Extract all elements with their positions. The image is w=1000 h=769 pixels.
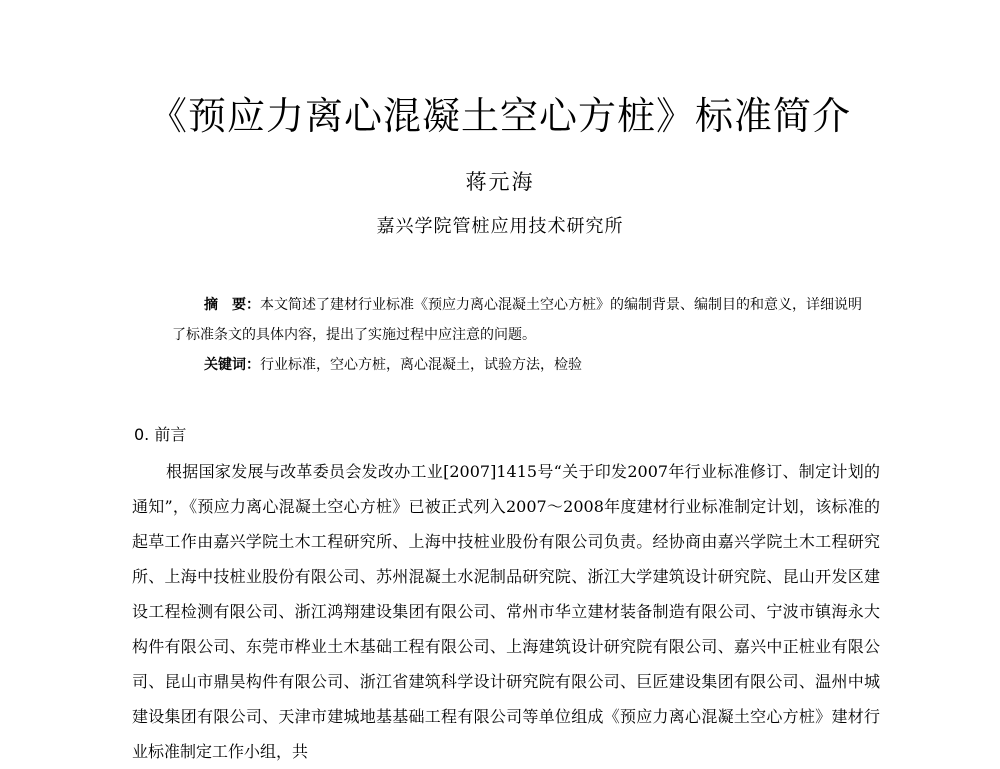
author-name: 蒋元海 bbox=[465, 170, 535, 194]
abstract-label: 摘 要： bbox=[204, 297, 260, 313]
author-affiliation: 嘉兴学院管桩应用技术研究所 bbox=[376, 216, 624, 237]
abstract-block bbox=[172, 290, 862, 380]
keywords-label: 关键词： bbox=[204, 357, 260, 373]
paper-title: 《预应力离心混凝土空心方桩》标准简介 bbox=[148, 94, 851, 138]
section-heading: 0. 前言 bbox=[134, 425, 187, 444]
keywords-text: 行业标准，空心方桩，离心混凝土，试验方法，检验 bbox=[260, 357, 582, 373]
abstract-text: 本文简述了建材行业标准《预应力离心混凝土空心方桩》的编制背景、编制目的和意义，详细说明了标准条文的具体内容，提出了实施过程中应注意的问题。 bbox=[172, 297, 862, 343]
section-body-paragraph: 根据国家发展与改革委员会发改办工业[2007]1415号“关于印发2007年行业标准修订、制定计划的通知”，《预应力离心混凝土空心方桩》已被正式列入2007～2008年度建材行业标准制定计划，该标准的起草工作由嘉兴学院土木工程研究所、上海中技桩业股份有限公司负责。经协商由嘉兴学院土木工程研究所、上海中技桩业股份有限公司、苏州混凝土水泥制品研究院、浙江大学建筑设计研究院、昆山开发区建设工程检测有限公司、浙江鸿翔建设集团有限公司、常州市华立建材装备制造有限公司、宁波市镇海永大构件有限公司、东莞市桦业土木基础工程有限公司、上海建筑设计研究院有限公司、嘉兴中正桩业有限公司、昆山市鼎昊构件有限公司、浙江省建筑科学设计研究院有限公司、巨匠建设集团有限公司、温州中城建设集团有限公司、天津市建城地基基础工程有限公司等单位组成《预应力离心混凝土空心方桩》建材行业标准制定工作小组，共 bbox=[132, 462, 880, 761]
abstract-paragraph bbox=[172, 290, 862, 350]
keywords-line bbox=[172, 350, 862, 380]
